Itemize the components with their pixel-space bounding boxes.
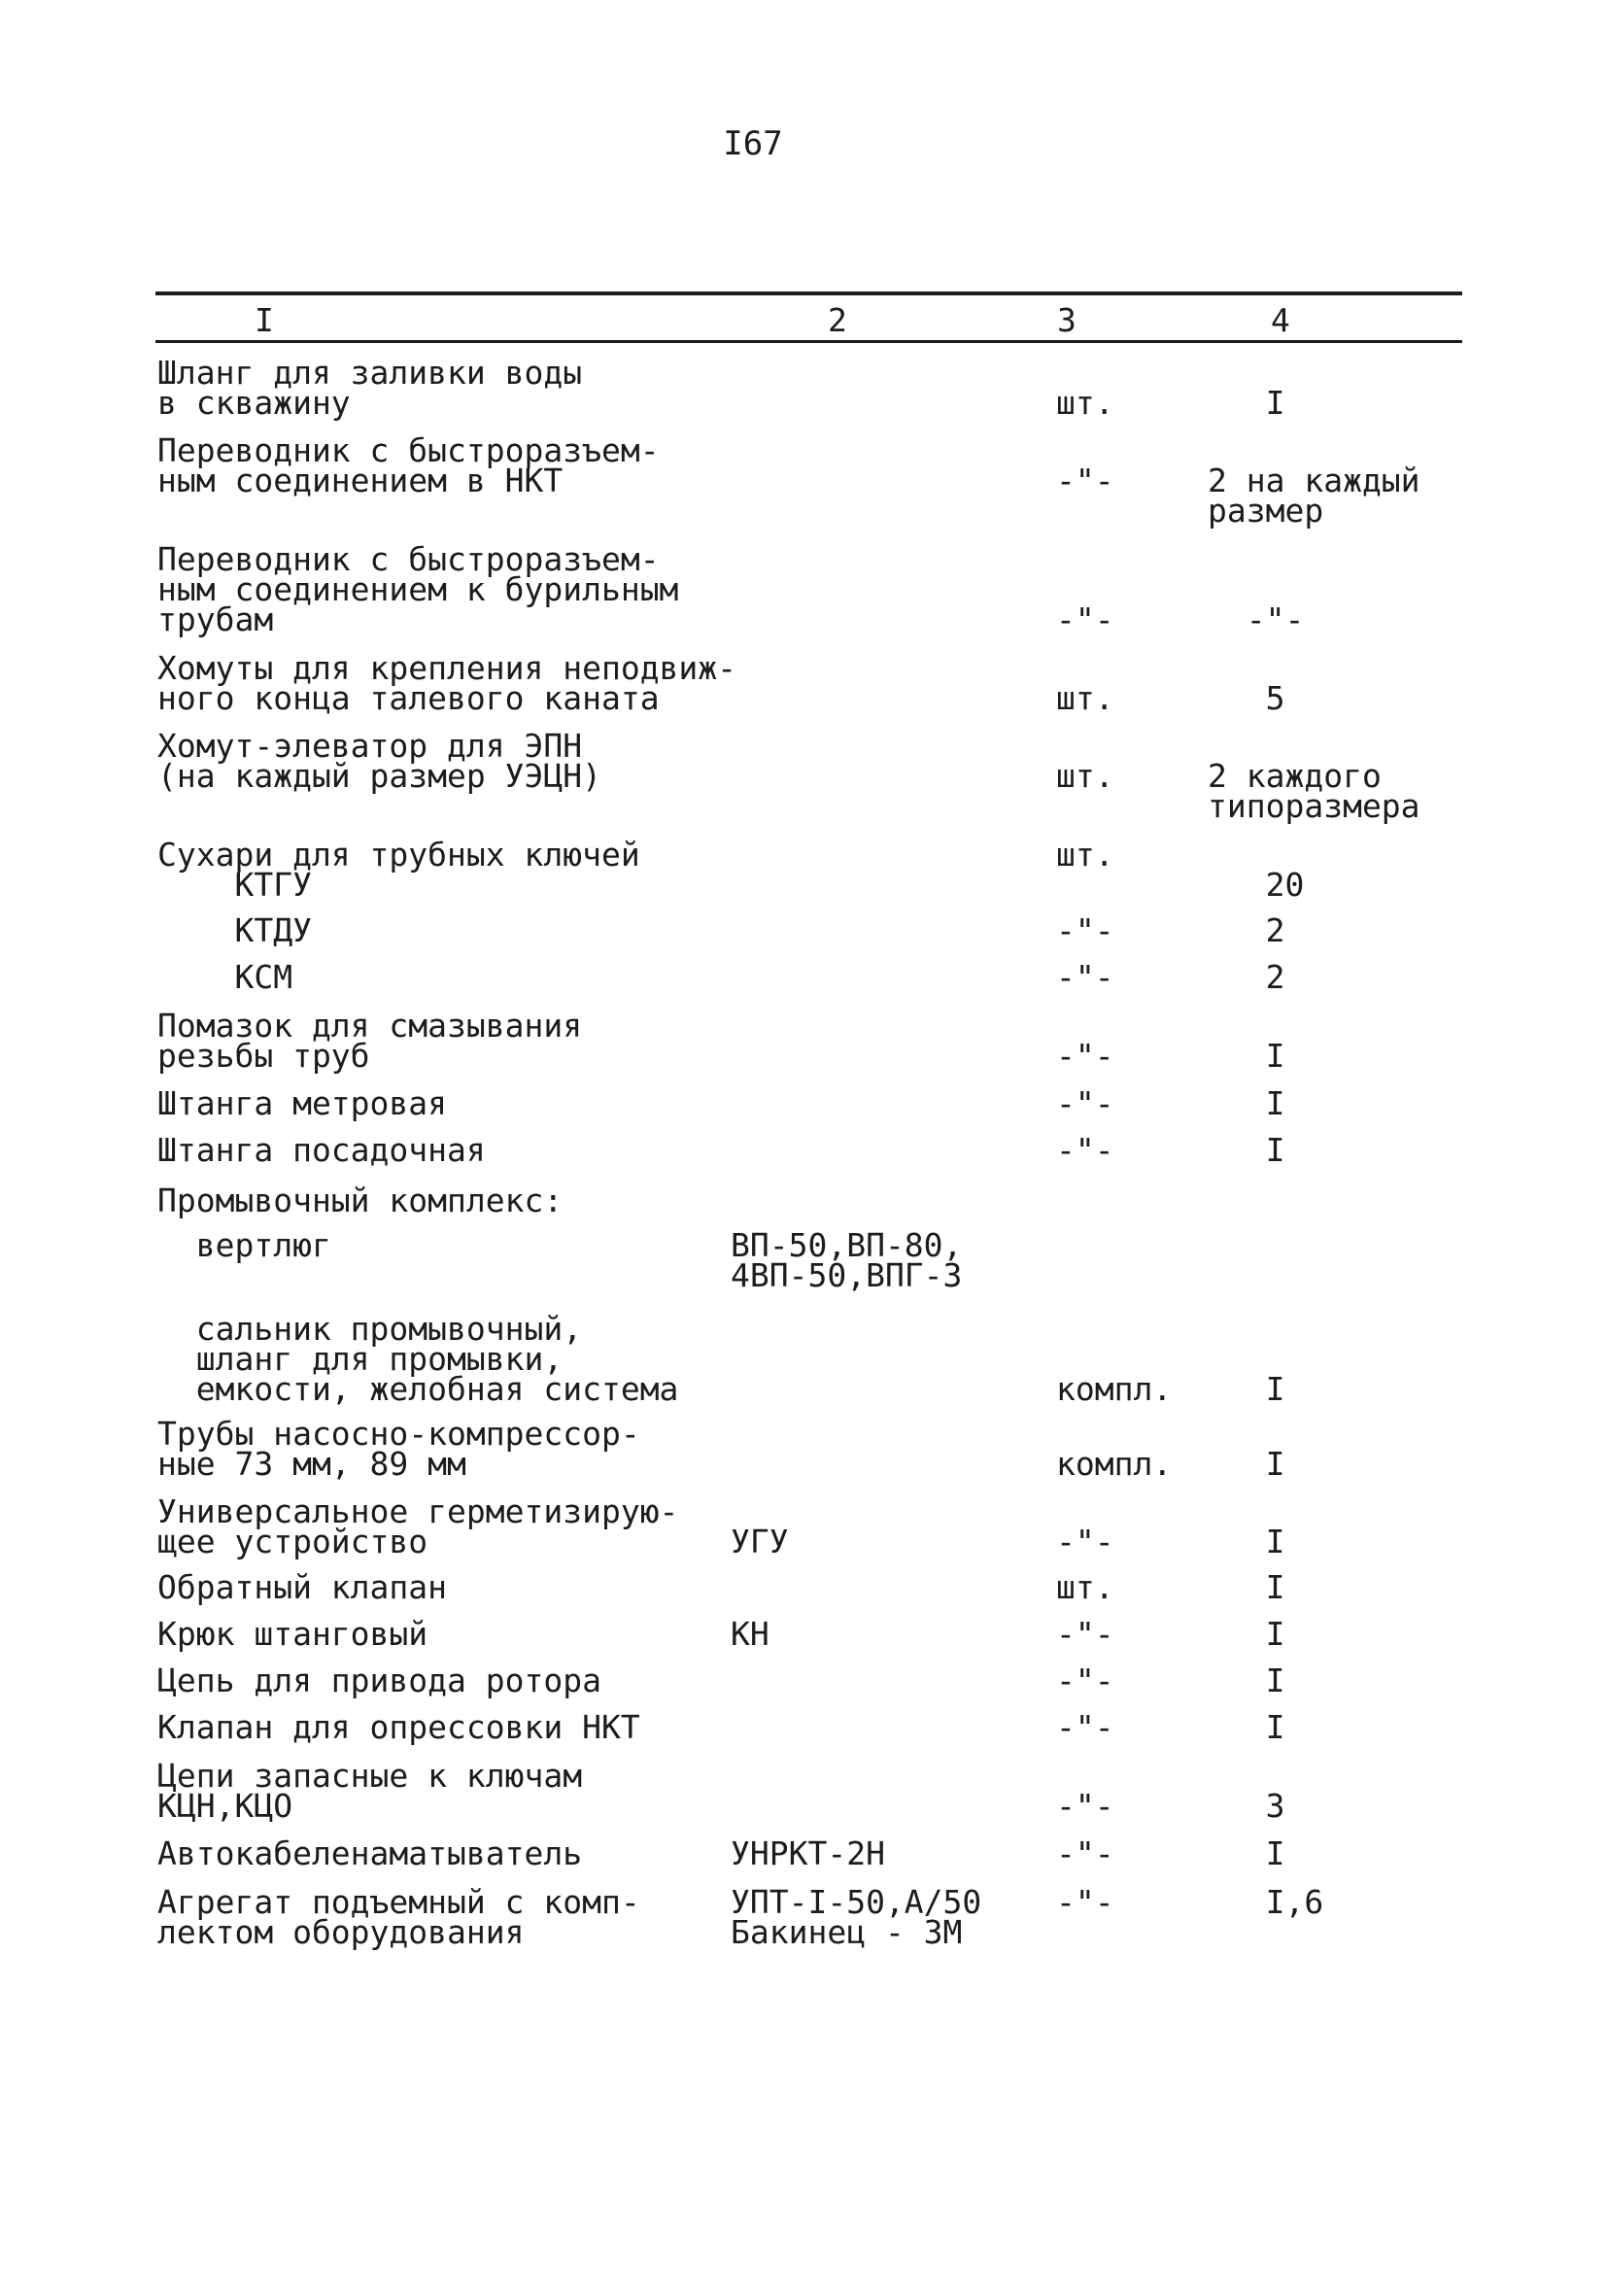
cell-col-1: Клапан для опрессовки НКТ — [157, 1708, 640, 1746]
cell-col-4: I — [1265, 1523, 1285, 1560]
cell-col-1: Цепь для привода ротора — [157, 1662, 601, 1699]
header-cell-4: 4 — [1271, 301, 1290, 339]
cell-col-1: Универсальное герметизирую- щее устройство — [157, 1492, 679, 1560]
cell-col-2: УПТ-I-50,А/50 Бакинец - 3М — [731, 1883, 982, 1951]
cell-col-4: I — [1265, 1370, 1285, 1408]
cell-col-4: I,6 — [1208, 1883, 1324, 1921]
cell-col-4: I — [1265, 1445, 1285, 1483]
cell-col-1: КСМ — [157, 958, 293, 996]
cell-col-1: Цепи запасные к ключам КЦН,КЦО — [157, 1757, 583, 1825]
cell-col-3: шт. — [1056, 836, 1114, 874]
cell-col-1: Промывочный комплекс: — [157, 1182, 564, 1219]
cell-col-3: -"- — [1056, 1037, 1114, 1075]
cell-col-2: КН — [731, 1615, 769, 1653]
cell-col-3: компл. — [1056, 1370, 1173, 1408]
cell-col-1: Хомуты для крепления неподвиж- ного конца талевого каната — [157, 649, 737, 717]
cell-col-3: шт. — [1056, 679, 1114, 717]
cell-col-2: ВП-50,ВП-80, 4ВП-50,ВПГ-3 — [731, 1226, 963, 1294]
cell-col-4: 2 каждого типоразмера — [1208, 757, 1420, 825]
cell-col-1: Автокабеленаматыватель — [157, 1834, 583, 1872]
table-top-rule — [155, 291, 1462, 295]
cell-col-4: 3 — [1265, 1787, 1285, 1825]
cell-col-1: Агрегат подъемный с комп- лектом оборудования — [157, 1883, 640, 1951]
cell-col-3: -"- — [1056, 1834, 1114, 1872]
cell-col-4: I — [1265, 1037, 1285, 1075]
cell-col-3: -"- — [1056, 462, 1114, 499]
cell-col-3: -"- — [1056, 1883, 1114, 1921]
cell-col-1: Трубы насосно-компрессор- ные 73 мм, 89 мм — [157, 1415, 640, 1483]
cell-col-3: -"- — [1056, 1523, 1114, 1560]
cell-col-1: Штанга метровая — [157, 1084, 448, 1122]
cell-col-1: Шланг для заливки воды в скважину — [157, 354, 583, 422]
cell-col-3: -"- — [1056, 911, 1114, 949]
cell-col-1: сальник промывочный, шланг для промывки, емкости, желобная система — [195, 1310, 679, 1408]
cell-col-1: Обратный клапан — [157, 1568, 448, 1606]
cell-col-4: I — [1208, 1131, 1285, 1169]
cell-col-4: I — [1208, 1084, 1285, 1122]
cell-col-3: -"- — [1056, 1615, 1114, 1653]
cell-col-4: 2 на каждый размер — [1208, 462, 1420, 530]
cell-col-4: I — [1208, 1708, 1285, 1746]
cell-col-4: I — [1208, 1834, 1285, 1872]
cell-col-3: -"- — [1056, 1708, 1114, 1746]
cell-col-1: Штанга посадочная — [157, 1131, 486, 1169]
cell-col-1: вертлюг — [157, 1226, 331, 1264]
cell-col-2: УНРКТ-2Н — [731, 1834, 885, 1872]
cell-col-3: -"- — [1056, 958, 1114, 996]
cell-col-1: Крюк штанговый — [157, 1615, 428, 1653]
cell-col-4: I — [1208, 1615, 1285, 1653]
cell-col-1: Хомут-элеватор для ЭПН (на каждый размер УЭЦН) — [157, 727, 601, 795]
cell-col-3: -"- — [1056, 1787, 1114, 1825]
cell-col-4: I — [1208, 1568, 1285, 1606]
cell-col-2: УГУ — [731, 1523, 789, 1560]
cell-col-3: шт. — [1056, 757, 1114, 795]
cell-col-4: I — [1208, 1662, 1285, 1699]
cell-col-3: шт. — [1056, 1568, 1114, 1606]
cell-col-4: 2 — [1208, 958, 1285, 996]
header-cell-3: 3 — [1057, 301, 1076, 339]
cell-col-4: I — [1265, 384, 1285, 422]
cell-col-4: 5 — [1265, 679, 1285, 717]
header-cell-1: I — [255, 301, 274, 339]
cell-col-3: -"- — [1056, 600, 1114, 638]
table-header-rule — [155, 340, 1462, 343]
cell-col-1: КТДУ — [157, 911, 312, 949]
cell-col-4: 20 — [1265, 866, 1305, 904]
cell-col-3: компл. — [1056, 1445, 1173, 1483]
cell-col-1: Переводник с быстроразъем- ным соединением к бурильным трубам — [157, 540, 679, 638]
cell-col-4: -"- — [1246, 600, 1305, 638]
cell-col-1: Сухари для трубных ключей КТГУ — [157, 836, 640, 904]
cell-col-3: -"- — [1056, 1131, 1114, 1169]
header-cell-2: 2 — [828, 301, 847, 339]
cell-col-4: 2 — [1208, 911, 1285, 949]
cell-col-3: -"- — [1056, 1084, 1114, 1122]
page-number: I67 — [723, 124, 783, 163]
cell-col-1: Переводник с быстроразъем- ным соединением в НКТ — [157, 431, 660, 499]
cell-col-3: -"- — [1056, 1662, 1114, 1699]
cell-col-1: Помазок для смазывания резьбы труб — [157, 1007, 583, 1075]
cell-col-3: шт. — [1056, 384, 1114, 422]
